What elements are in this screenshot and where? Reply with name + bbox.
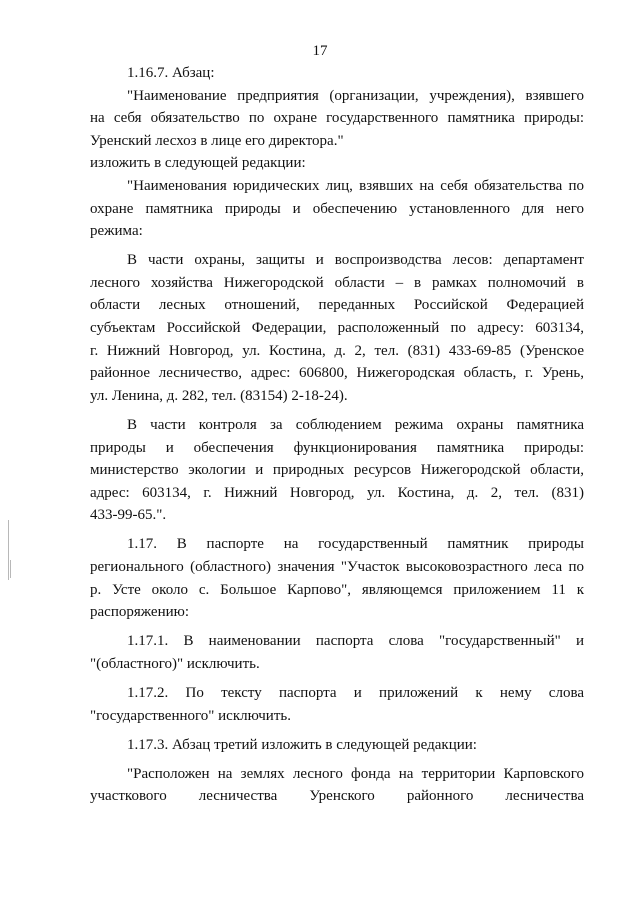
section-heading-1-17-3: 1.17.3. Абзац третий изложить в следующей редакции:: [127, 736, 477, 753]
text-line: "Наименование предприятия (организации, учреждения), взявшего: [127, 87, 584, 104]
text-line: ул. Ленина, д. 282, тел. (83154) 2-18-24).: [90, 387, 348, 404]
section-heading-1-17-1: 1.17.1. В наименовании паспорта слова "государственный" и: [127, 633, 584, 650]
text-line: "(областного)" исключить.: [90, 655, 260, 672]
section-heading-1-17: 1.17. В паспорте на государственный памятник природы: [127, 536, 584, 553]
text-line: В части контроля за соблюдением режима охраны памятника: [127, 416, 584, 433]
text-line: 433-99-65.".: [90, 507, 167, 524]
text-line: регионального (областного) значения "Участок высоковозрастного леса по: [90, 558, 584, 575]
text-line: г. Нижний Новгород, ул. Костина, д. 2, тел. (831) 433-69-85 (Уренское: [90, 342, 584, 359]
text-line: охране памятника природы и обеспечению установленного для него: [90, 200, 584, 217]
text-line: "государственного" исключить.: [90, 707, 291, 724]
document-body: [90, 62, 584, 808]
scan-edge-mark: [8, 520, 9, 580]
text-line: "Расположен на землях лесного фонда на территории Карповского: [127, 765, 584, 782]
text-line: р. Усте около с. Большое Карпово", являющемся приложением 11 к: [90, 581, 584, 598]
scan-edge-mark: [10, 560, 11, 578]
text-line: районное лесничество, адрес: 606800, Нижегородская область, г. Урень,: [90, 365, 584, 382]
text-line: адрес: 603134, г. Нижний Новгород, ул. Костина, д. 2, тел. (831): [90, 484, 584, 501]
text-line: природы и обеспечения функционирования памятника природы:: [90, 439, 584, 456]
text-line: субъектам Российской Федерации, расположенный по адресу: 603134,: [90, 320, 584, 337]
text-line: Уренский лесхоз в лице его директора.": [90, 132, 344, 149]
section-heading-1-17-2: 1.17.2. По тексту паспорта и приложений к нему слова: [127, 684, 584, 701]
text-line: лесного хозяйства Нижегородской области – в рамках полномочий в: [90, 274, 584, 291]
text-line: режима:: [90, 223, 143, 240]
text-line: на себя обязательство по охране государственного памятника природы:: [90, 110, 584, 127]
text-line: участкового лесничества Уренского районного лесничества: [90, 788, 584, 805]
page-number: 17: [312, 43, 328, 59]
section-heading-1-16-7: 1.16.7. Абзац:: [127, 65, 215, 81]
text-line: министерство экологии и природных ресурсов Нижегородской области,: [90, 462, 584, 479]
text-line: распоряжению:: [90, 604, 189, 621]
text-line: области лесных отношений, переданных Российской Федерацией: [90, 297, 584, 314]
text-line: В части охраны, защиты и воспроизводства лесов: департамент: [127, 252, 584, 269]
text-line: изложить в следующей редакции:: [90, 155, 306, 172]
text-line: "Наименования юридических лиц, взявших на себя обязательства по: [127, 177, 584, 194]
